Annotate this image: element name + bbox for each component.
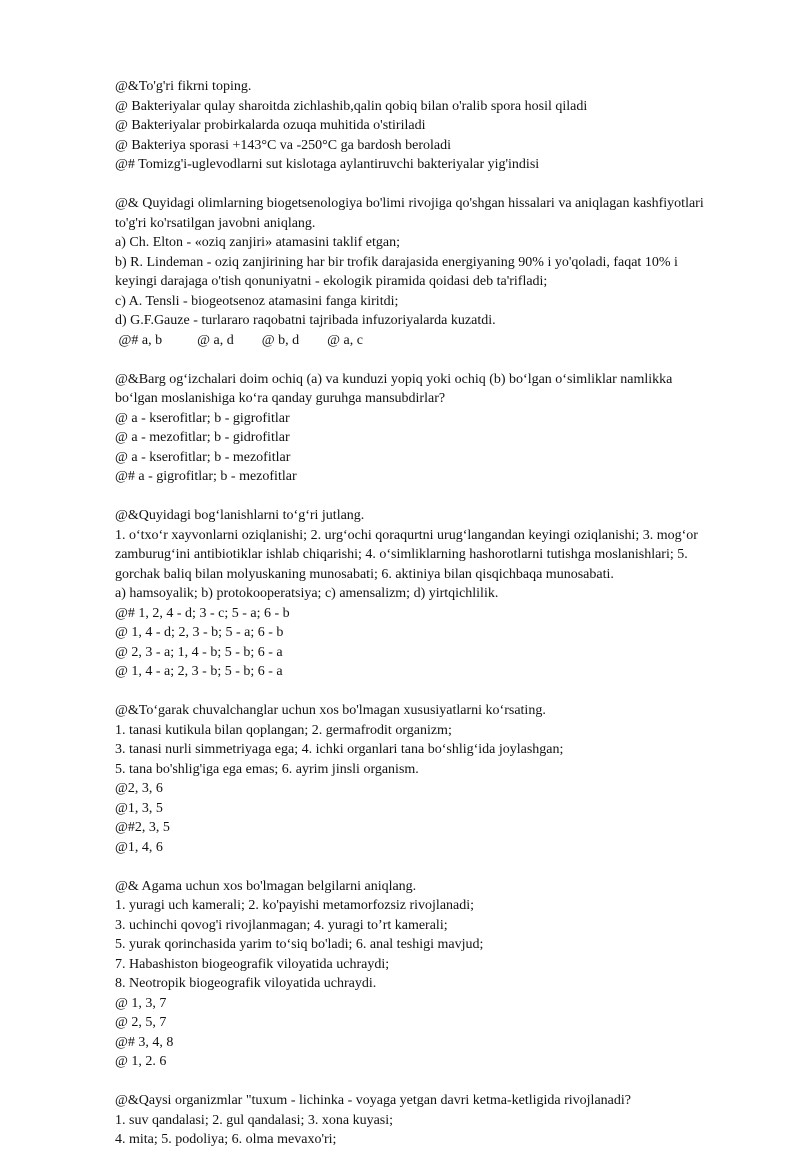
question-text-line: 1. yuragi uch kamerali; 2. ko'payishi metamorfozsiz rivojlanadi; (115, 898, 475, 913)
question-text-line: 5. tana bo'shlig'iga ega emas; 6. ayrim jinsli organism. (115, 761, 419, 777)
question-prompt-line: @&To‘garak chuvalchanglar uchun xos bo'lmagan xususiyatlarni ko‘rsating. (115, 703, 546, 718)
question-text-line: @# 3, 4, 8 (115, 1034, 174, 1050)
question-text-line: bo‘lgan moslanishiga ko‘ra qanday guruhga mansubdirlar? (115, 391, 446, 406)
question-text-line: a) hamsoyalik; b) protokooperatsiya; c) amensalizm; d) yirtqichlilik. (115, 586, 499, 601)
question-text-line: @ a - mezofitlar; b - gidrofitlar (115, 430, 290, 445)
question-text-line: 3. tanasi nurli simmetriyaga ega; 4. ichki organlari tana bo‘shlig‘ida joylashgan; (115, 742, 564, 757)
question-text-line: 1. tanasi kutikula bilan qoplangan; 2. germafrodit organizm; (115, 722, 452, 738)
block-separator (115, 487, 745, 507)
block-separator (115, 350, 745, 370)
question-block (115, 370, 745, 487)
question-text-line: @#2, 3, 5 (115, 820, 170, 835)
question-text-line: @ a - kserofitlar; b - mezofitlar (115, 449, 291, 465)
block-separator (115, 175, 745, 195)
question-prompt-line: @&To'g'ri fikrni toping. (115, 79, 252, 94)
question-text-line: b) R. Lindeman - oziq zanjirining har bir trofik darajasida energiyaning 90% i yo'qoladi, faqat 10% i (115, 254, 678, 270)
question-text-line: @ a - kserofitlar; b - gigrofitlar (115, 410, 290, 426)
block-separator (115, 682, 745, 702)
question-text-line: 7. Habashiston biogeografik viloyatida uchraydi; (115, 956, 390, 972)
question-text-line: c) A. Tensli - biogeotsenoz atamasini fanga kiritdi; (115, 293, 399, 309)
question-block (115, 877, 745, 1072)
question-prompt-line: @& Agama uchun xos bo'lmagan belgilarni aniqlang. (115, 878, 417, 894)
block-separator (115, 1072, 745, 1092)
question-prompt-line: @&Barg og‘izchalari doim ochiq (a) va kunduzi yopiq yoki ochiq (b) bo‘lgan o‘simliklar namlikka (115, 371, 673, 387)
question-text-line: @ 1, 2. 6 (115, 1054, 167, 1069)
question-text-line: @ Bakteriya sporasi +143°C va -250°C ga bardosh beroladi (115, 137, 452, 153)
question-text-line: 8. Neotropik biogeografik viloyatida uchraydi. (115, 976, 377, 991)
question-text-line: @# 1, 2, 4 - d; 3 - c; 5 - a; 6 - b (115, 605, 290, 621)
question-prompt-line: @&Quyidagi bog‘lanishlarni to‘g‘ri jutlang. (115, 508, 365, 523)
question-text-line: 3. uchinchi qovog'i rivojlanmagan; 4. yuragi to’rt kamerali; (115, 917, 448, 933)
question-text-line: @ 1, 3, 7 (115, 995, 167, 1011)
question-text-line: 1. o‘txo‘r xayvonlarni oziqlanishi; 2. urg‘ochi qoraqurtni urug‘langandan keyingi oziqlanishi; 3. mog‘or (115, 527, 698, 543)
question-text-line: zamburug‘ini antibiotiklar ishlab chiqarishi; 4. o‘simliklarning hashorotlarni tutishga moslanishlari; 5. (115, 547, 688, 562)
question-text-line: @2, 3, 6 (115, 781, 163, 796)
question-text-line: @# a - gigrofitlar; b - mezofitlar (115, 469, 297, 484)
question-text-line: @1, 3, 5 (115, 800, 163, 816)
question-prompt-line: @&Qaysi organizmlar "tuxum - lichinka - voyaga yetgan davri ketma-ketligida rivojlanadi? (115, 1093, 631, 1108)
question-text-line: @ 1, 4 - d; 2, 3 - b; 5 - a; 6 - b (115, 625, 284, 640)
question-text-line: gorchak baliq bilan molyuskaning munosabati; 6. aktiniya bilan qisqichbaqa munosabati. (115, 566, 614, 582)
question-block (115, 194, 745, 350)
question-text-line: @ Bakteriyalar probirkalarda ozuqa muhitida o'stiriladi (115, 118, 426, 133)
question-prompt-line: @& Quyidagi olimlarning biogetsenologiya bo'limi rivojiga qo'shgan hissalari va aniqlagan kashfiyotlari (115, 196, 704, 211)
question-text-line: @1, 4, 6 (115, 839, 163, 855)
block-separator (115, 857, 745, 877)
question-text-line: @ 1, 4 - a; 2, 3 - b; 5 - b; 6 - a (115, 664, 283, 679)
question-text-line: @# a, b @ a, d @ b, d @ a, c (115, 332, 363, 348)
question-block (115, 701, 745, 857)
question-block (115, 506, 745, 682)
question-block (115, 77, 745, 175)
question-text-line: @# Tomizg'i-uglevodlarni sut kislotaga aylantiruvchi bakteriyalar yig'indisi (115, 157, 540, 172)
question-text-line: @ 2, 3 - a; 1, 4 - b; 5 - b; 6 - a (115, 644, 283, 660)
question-text-line: 4. mita; 5. podoliya; 6. olma mevaxo'ri; (115, 1132, 337, 1147)
question-text-line: 5. yurak qorinchasida yarim to‘siq bo'ladi; 6. anal teshigi mavjud; (115, 937, 484, 952)
question-list (115, 77, 745, 1150)
question-block (115, 1091, 745, 1150)
question-text-line: d) G.F.Gauze - turlararo raqobatni tajribada infuzoriyalarda kuzatdi. (115, 313, 496, 328)
question-text-line: 1. suv qandalasi; 2. gul qandalasi; 3. xona kuyasi; (115, 1112, 394, 1128)
question-text-line: a) Ch. Elton - «oziq zanjiri» atamasini taklif etgan; (115, 235, 400, 250)
question-text-line: @ Bakteriyalar qulay sharoitda zichlashib,qalin qobiq bilan o'ralib spora hosil qiladi (115, 98, 588, 114)
question-text-line: keyingi darajaga o'tish qonuniyatni - ekologik piramida qoidasi deb ta'rifladi; (115, 274, 548, 289)
question-text-line: @ 2, 5, 7 (115, 1015, 167, 1030)
question-text-line: to'g'ri ko'rsatilgan javobni aniqlang. (115, 215, 316, 231)
